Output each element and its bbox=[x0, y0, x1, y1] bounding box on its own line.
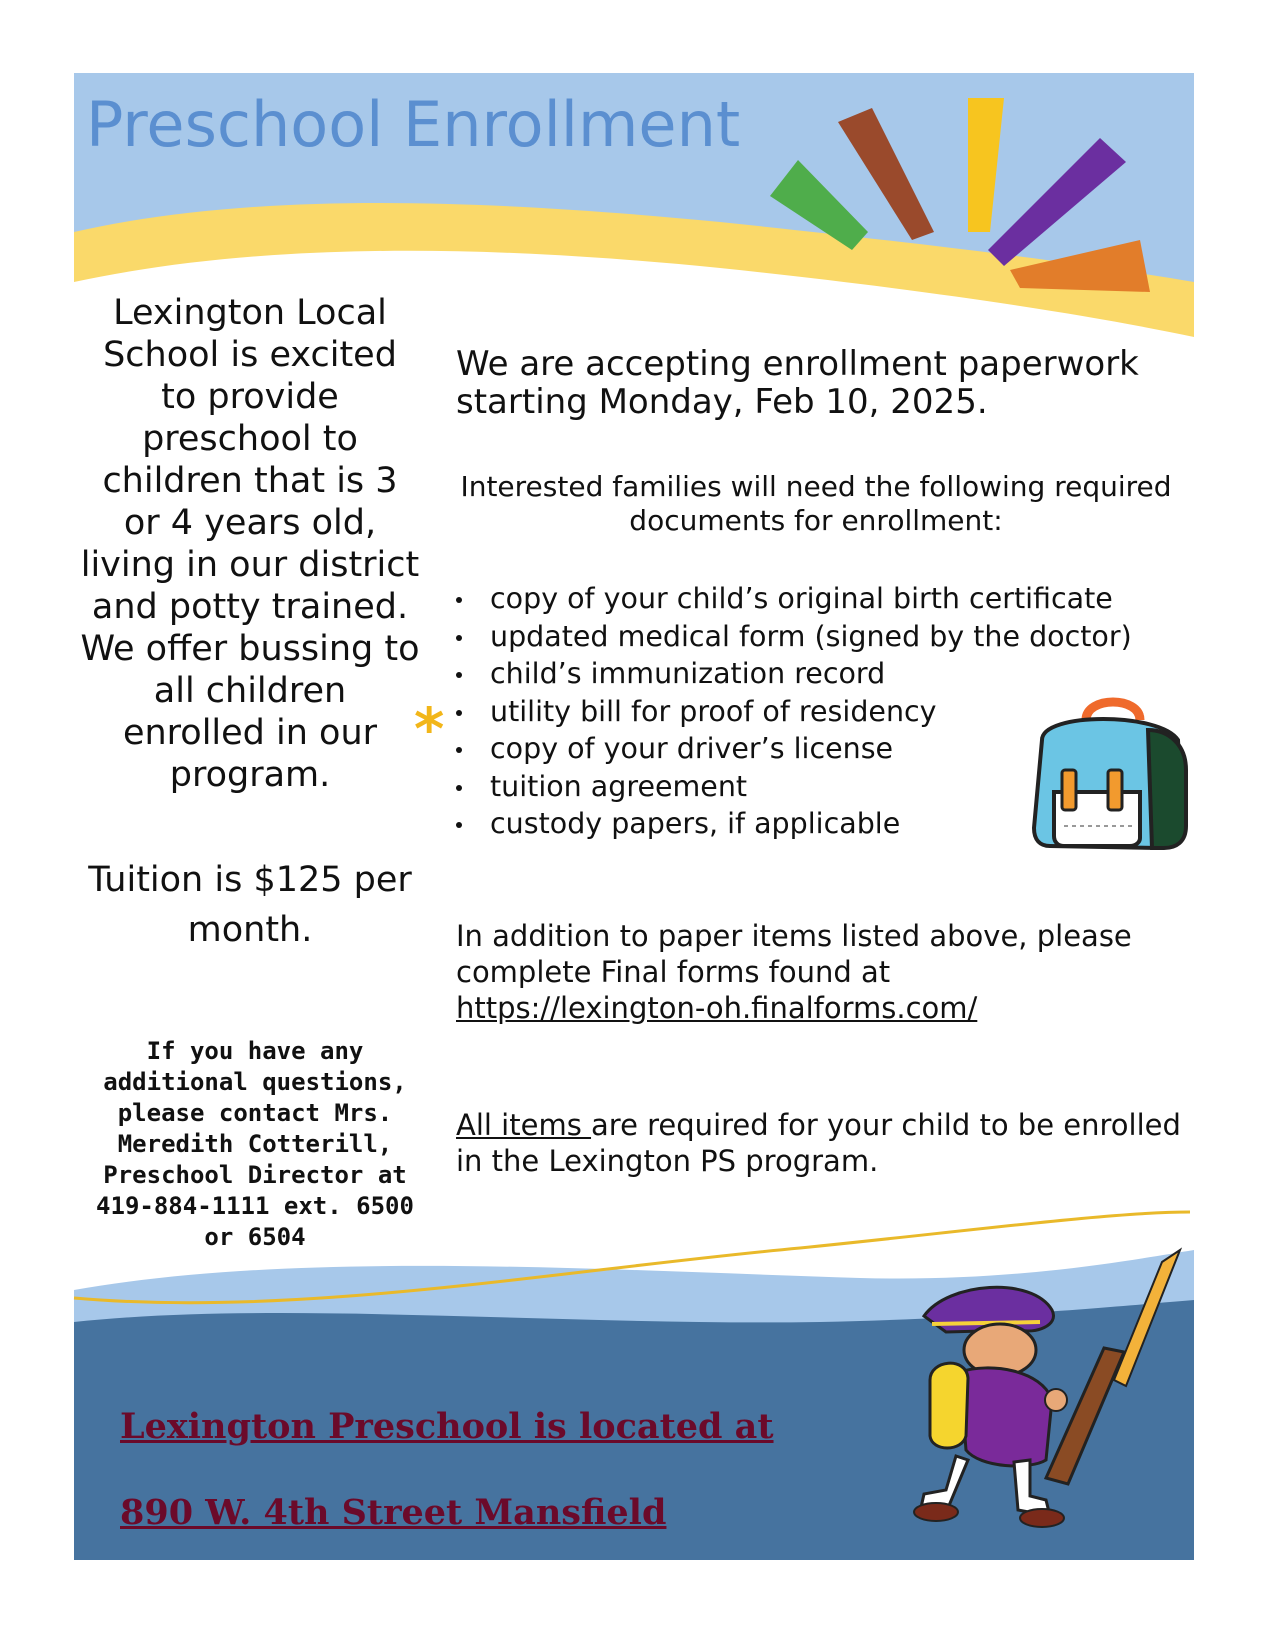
all-items-emphasis: All items bbox=[456, 1108, 592, 1142]
list-item: copy of your driver’s license bbox=[452, 730, 1192, 768]
program-intro-text: Lexington Local School is excited to provide preschool to children that is 3 or 4 years old, living in our district and potty trained. We offer bussing to all children enrolled in our program. bbox=[80, 293, 420, 795]
list-item: copy of your child’s original birth certificate bbox=[452, 580, 1192, 618]
required-documents-intro: Interested families will need the following required documents for enrollment: bbox=[460, 470, 1172, 537]
list-item: updated medical form (signed by the doctor) bbox=[452, 618, 1192, 656]
final-forms-link[interactable]: https://lexington-oh.finalforms.com/ bbox=[456, 991, 978, 1025]
asterisk-mark: * bbox=[414, 695, 445, 763]
final-forms-description: In addition to paper items listed above, please complete Final forms found at bbox=[456, 919, 1132, 989]
enrollment-start-text: We are accepting enrollment paperwork starting Monday, Feb 10, 2025. bbox=[456, 344, 1139, 422]
list-item: child’s immunization record bbox=[452, 655, 1192, 693]
location-block bbox=[120, 1384, 880, 1556]
list-item: tuition agreement bbox=[452, 768, 1192, 806]
list-item: utility bill for proof of residency bbox=[452, 693, 1192, 731]
required-documents-list bbox=[452, 580, 1192, 843]
location-line-1: Lexington Preschool is located at bbox=[120, 1406, 774, 1447]
list-item: custody papers, if applicable bbox=[452, 805, 1192, 843]
tuition-text: Tuition is $125 per month. bbox=[88, 860, 412, 950]
contact-info-text: If you have any additional questions, please contact Mrs. Meredith Cotterill, Preschool Director at 419-884-1111 ext. 6500 or 6504 bbox=[96, 1037, 414, 1251]
all-items-required-rest: are required for your child to be enrolled in the Lexington PS program. bbox=[456, 1108, 1181, 1178]
final-forms-text bbox=[456, 918, 1196, 1026]
page-title: Preschool Enrollment bbox=[86, 88, 741, 161]
location-address: 890 W. 4th Street Mansfield bbox=[120, 1492, 667, 1533]
all-items-required-text bbox=[456, 1107, 1196, 1179]
